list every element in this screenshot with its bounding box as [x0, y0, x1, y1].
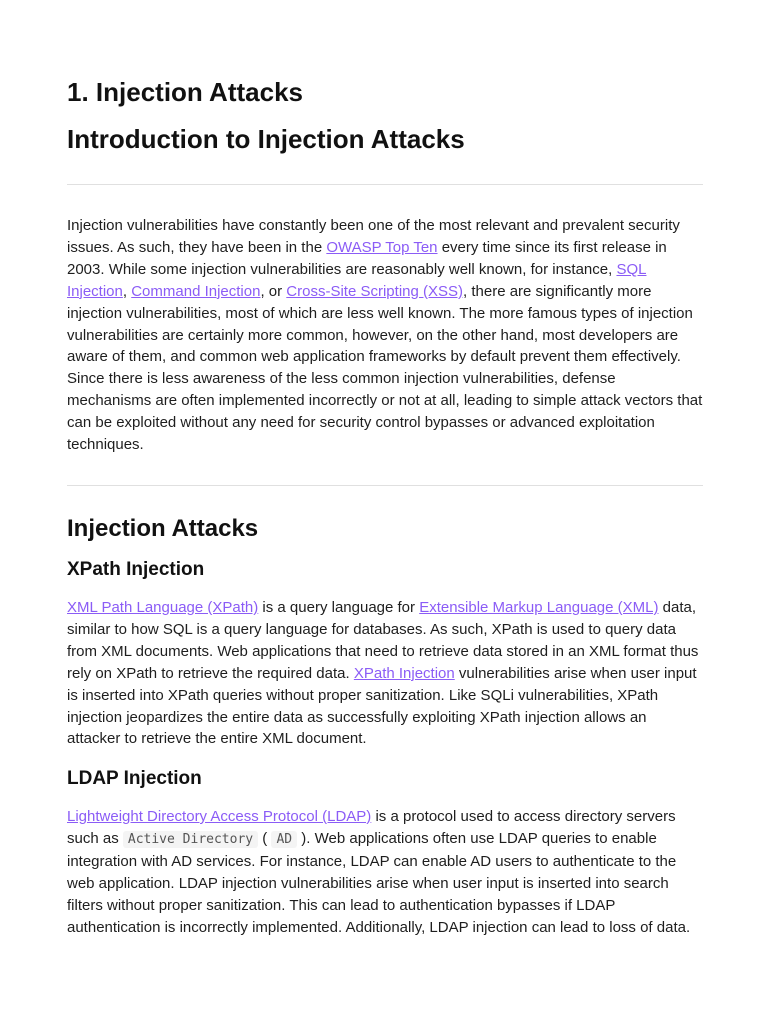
- section-title: 1. Injection Attacks: [67, 77, 303, 107]
- divider: [67, 184, 703, 185]
- xpath-text: is a query language for: [258, 599, 420, 616]
- intro-text: Injection vulnerabilities have constantly been one of the most relevant and prevalent security issues. As such, they have been in the: [67, 217, 680, 256]
- ldap-link[interactable]: Lightweight Directory Access Protocol (LDAP): [67, 808, 372, 825]
- intro-text: , or: [260, 282, 287, 300]
- xpath-text: data, similar to how SQL is a query language for databases. As such, XPath is used to query data from XML documents. Web applications that need to retrieve data stored in an XML format thus rely on XPath to retrieve the required data.: [67, 599, 699, 682]
- xpath-text: vulnerabilities arise when user input is inserted into XPath queries without proper sanitization. Like SQLi vulnerabilities, XPath injection jeopardizes the entire data as successfully exploiting XPath injection allows an attacker to retrieve the entire XML document.: [67, 664, 697, 748]
- ldap-text: (: [258, 829, 272, 847]
- xpath-language-link[interactable]: XML Path Language (XPath): [67, 599, 259, 616]
- ldap-paragraph: [67, 806, 703, 938]
- intro-title: Introduction to Injection Attacks: [67, 124, 465, 154]
- xml-link[interactable]: Extensible Markup Language (XML): [419, 599, 659, 616]
- owasp-top-ten-link[interactable]: OWASP Top Ten: [326, 238, 438, 256]
- divider: [67, 485, 703, 486]
- xss-link[interactable]: Cross-Site Scripting (XSS): [286, 282, 464, 300]
- xpath-injection-link[interactable]: XPath Injection: [353, 664, 455, 682]
- command-injection-link[interactable]: Command Injection: [131, 282, 261, 300]
- ldap-text: is a protocol used to access directory servers such as: [67, 808, 676, 847]
- xpath-heading: XPath Injection: [67, 559, 205, 580]
- intro-text: ,: [122, 282, 132, 300]
- active-directory-code: Active Directory: [123, 831, 258, 848]
- attacks-title: Injection Attacks: [67, 515, 259, 542]
- ldap-text: ). Web applications often use LDAP queries to enable integration with AD services. For instance, LDAP can enable AD users to authenticate to the web application. LDAP injection vulnerabilities arise when user input is inserted into search filters without proper sanitization. This can lead to authentication bypasses if LDAP authentication is incorrectly implemented. Additionally, LDAP injection can lead to loss of data.: [67, 829, 691, 936]
- intro-paragraph: [67, 215, 703, 456]
- intro-text: , there are significantly more injection vulnerabilities, most of which are less well known. The more famous types of injection vulnerabilities are certainly more common, however, on the other hand, most developers are aware of them, and common web application frameworks by default prevent them effectively. Since there is less awareness of the less common injection vulnerabilities, defense mechanisms are often implemented incorrectly or not at all, leading to simple attack vectors that can be exploited without any need for security control bypasses or advanced exploitation techniques.: [67, 282, 703, 454]
- xpath-paragraph: [67, 597, 703, 750]
- ldap-heading: LDAP Injection: [67, 768, 202, 789]
- ad-code: AD: [271, 831, 297, 848]
- intro-text: every time since its first release in 2003. While some injection vulnerabilities are reasonably well known, for instance,: [67, 238, 667, 278]
- sql-injection-link[interactable]: SQL Injection: [67, 260, 647, 300]
